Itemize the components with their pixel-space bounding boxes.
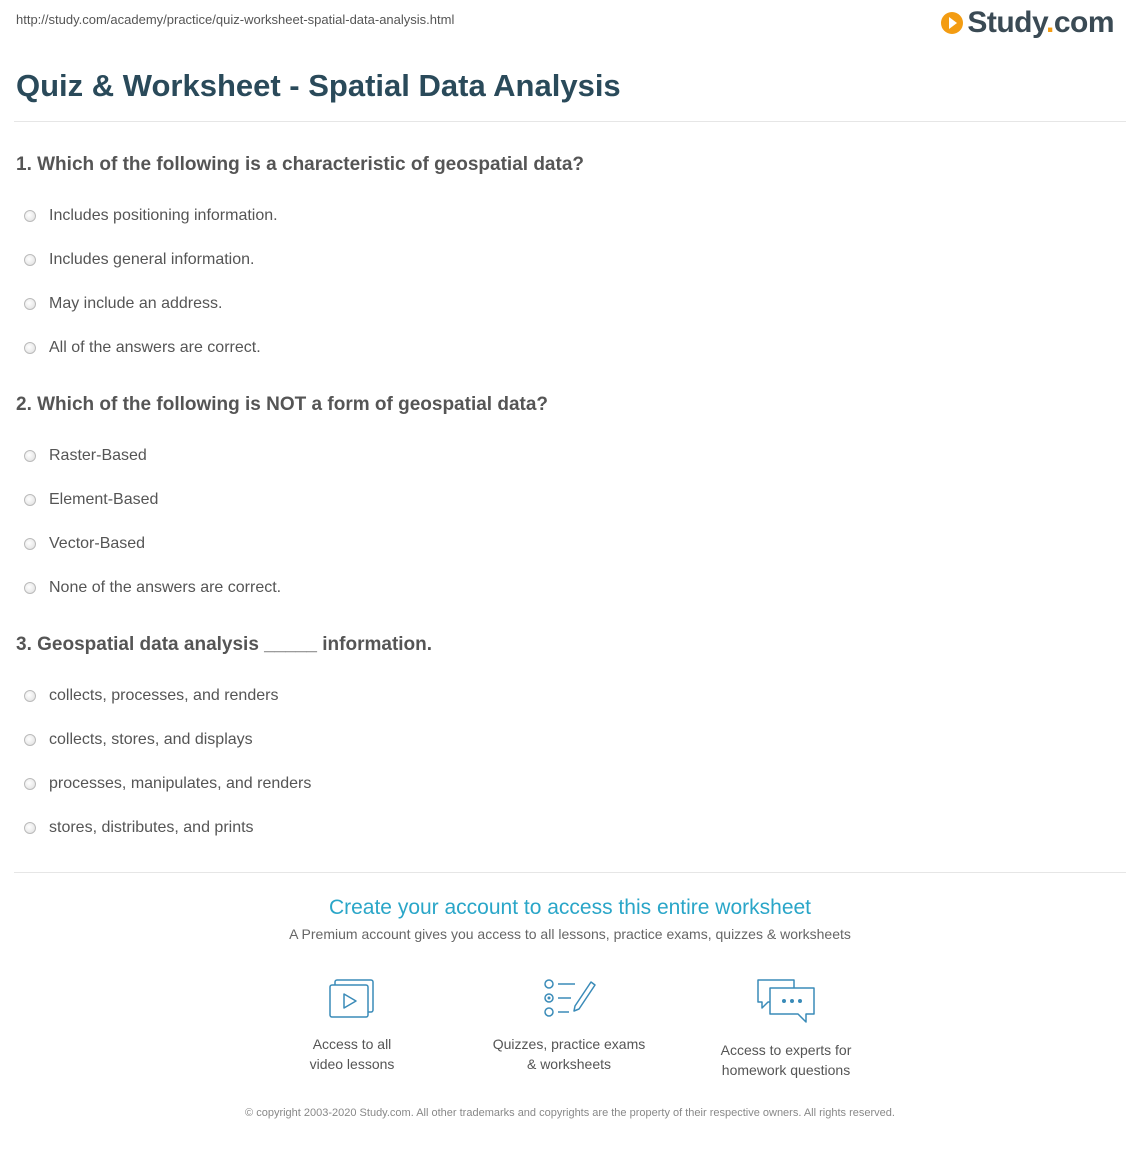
option-label: collects, processes, and renders [49,687,279,704]
radio-button[interactable] [24,822,36,834]
radio-button[interactable] [24,450,36,462]
question-text: 2. Which of the following is NOT a form of geospatial data? [16,394,549,415]
chat-experts-icon [754,976,818,1026]
answer-option[interactable] [24,674,432,718]
radio-button[interactable] [24,210,36,222]
radio-button[interactable] [24,298,36,310]
option-label: All of the answers are correct. [49,339,261,356]
option-label: None of the answers are correct. [49,579,282,596]
answer-option[interactable] [24,282,584,326]
question-3 [16,634,432,850]
study-logo[interactable] [941,6,1114,40]
answer-option[interactable] [24,194,584,238]
question-text: 1. Which of the following is a characteristic of geospatial data? [16,154,584,175]
answer-option[interactable] [24,478,548,522]
answer-option[interactable] [24,238,584,282]
feature-label: Access to experts for homework questions [720,1042,852,1078]
quiz-checklist-icon [541,976,597,1020]
radio-button[interactable] [24,538,36,550]
radio-button[interactable] [24,342,36,354]
logo-text: Study.com [967,6,1114,39]
page-url: http://study.com/academy/practice/quiz-worksheet-spatial-data-analysis.html [16,12,455,27]
question-2 [16,394,548,610]
option-label: Includes general information. [49,251,255,268]
answer-option[interactable] [24,522,548,566]
option-label: stores, distributes, and prints [49,819,254,836]
option-label: collects, stores, and displays [49,731,253,748]
option-label: Vector-Based [49,535,146,552]
section-divider [14,872,1126,873]
radio-button[interactable] [24,582,36,594]
answer-option[interactable] [24,326,584,370]
feature-video-lessons [242,976,462,1074]
radio-button[interactable] [24,494,36,506]
option-label: Includes positioning information. [49,207,278,224]
answer-option[interactable] [24,718,432,762]
radio-button[interactable] [24,734,36,746]
answer-option[interactable] [24,762,432,806]
title-divider [14,121,1126,122]
feature-label: Access to all video lessons [309,1036,395,1072]
feature-quizzes [459,976,679,1074]
option-label: Raster-Based [49,447,147,464]
play-circle-icon [941,12,963,34]
answer-option[interactable] [24,434,548,478]
option-label: processes, manipulates, and renders [49,775,312,792]
signup-cta-link[interactable]: Create your account to access this entire worksheet [328,896,812,919]
page-title: Quiz & Worksheet - Spatial Data Analysis [16,68,621,103]
option-label: Element-Based [49,491,159,508]
feature-label: Quizzes, practice exams & worksheets [492,1036,646,1072]
radio-button[interactable] [24,778,36,790]
option-label: May include an address. [49,295,223,312]
answer-option[interactable] [24,566,548,610]
radio-button[interactable] [24,690,36,702]
radio-button[interactable] [24,254,36,266]
answer-option[interactable] [24,806,432,850]
footer-copyright: © copyright 2003-2020 Study.com. All other trademarks and copyrights are the property of their respective owners. All rights reserved. [245,1107,895,1119]
cta-subtitle: A Premium account gives you access to all lessons, practice exams, quizzes & worksheets [289,926,851,942]
question-1 [16,154,584,370]
question-text: 3. Geospatial data analysis _____ information. [16,634,433,655]
feature-experts [676,976,896,1080]
video-lessons-icon [326,976,378,1020]
